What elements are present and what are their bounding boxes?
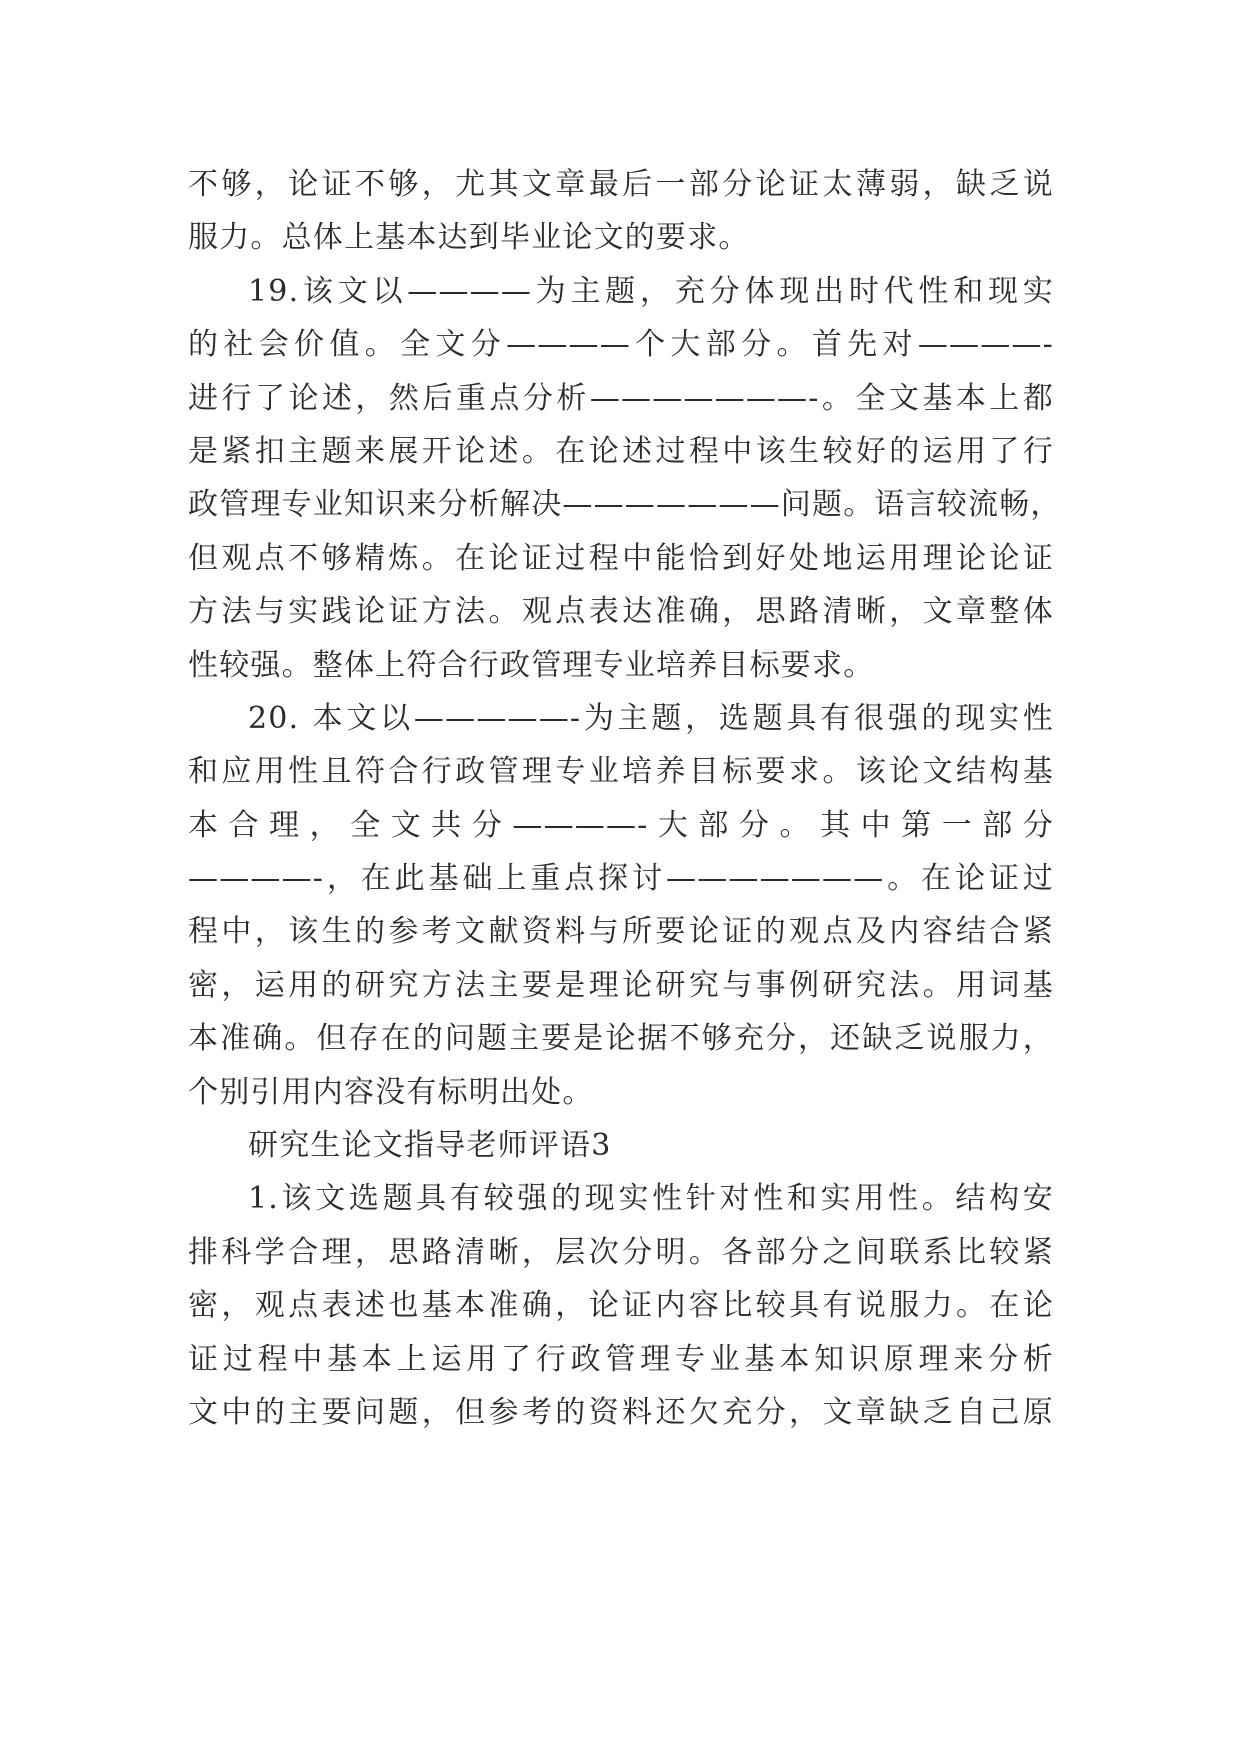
text-line: 证过程中基本上运用了行政管理专业基本知识原理来分析 <box>188 1341 1054 1377</box>
text-line: 服力。总体上基本达到毕业论文的要求。 <box>188 220 750 256</box>
text-line: 密，观点表述也基本准确，论证内容比较具有说服力。在论 <box>188 1288 1054 1324</box>
text-line: 不够，论证不够，尤其文章最后一部分论证太薄弱，缺乏说 <box>188 167 1054 202</box>
text-line: 进行了论述，然后重点分析———————-。全文基本上都 <box>188 380 1054 416</box>
text-line: 排科学合理，思路清晰，层次分明。各部分之间联系比较紧 <box>188 1234 1054 1270</box>
text-line: 19.该文以————为主题，充分体现出时代性和现实 <box>248 273 1054 309</box>
text-line: 程中，该生的参考文献资料与所要论证的观点及内容结合紧 <box>188 914 1054 950</box>
text-line: 是紧扣主题来展开论述。在论述过程中该生较好的运用了行 <box>188 433 1054 469</box>
text-line: 20. 本文以—————-为主题，选题具有很强的现实性 <box>248 700 1054 736</box>
text-line: 方法与实践论证方法。观点表达准确，思路清晰，文章整体 <box>188 594 1054 630</box>
text-line: 和应用性且符合行政管理专业培养目标要求。该论文结构基 <box>188 754 1054 790</box>
text-line: 1.该文选题具有较强的现实性针对性和实用性。结构安 <box>248 1181 1054 1217</box>
text-line: 性较强。整体上符合行政管理专业培养目标要求。 <box>188 647 875 683</box>
text-line: 文中的主要问题，但参考的资料还欠充分，文章缺乏自己原 <box>188 1394 1054 1430</box>
text-line: 但观点不够精炼。在论证过程中能恰到好处地运用理论论证 <box>188 540 1054 576</box>
text-line: 的社会价值。全文分————个大部分。首先对————- <box>188 327 1054 363</box>
text-line: 政管理专业知识来分析解决———————问题。语言较流畅， <box>188 487 1062 523</box>
document-body <box>188 158 1062 1439</box>
text-line: 个别引用内容没有标明出处。 <box>188 1074 594 1110</box>
text-line: 密，运用的研究方法主要是理论研究与事例研究法。用词基 <box>188 967 1054 1003</box>
text-line: 本合理，全文共分————-大部分。其中第一部分 <box>188 807 1054 843</box>
text-line: 研究生论文指导老师评语3 <box>248 1128 612 1164</box>
text-line: ————-，在此基础上重点探讨———————。在论证过 <box>188 861 1054 897</box>
text-line: 本准确。但存在的问题主要是论据不够充分，还缺乏说服力， <box>188 1021 1054 1057</box>
